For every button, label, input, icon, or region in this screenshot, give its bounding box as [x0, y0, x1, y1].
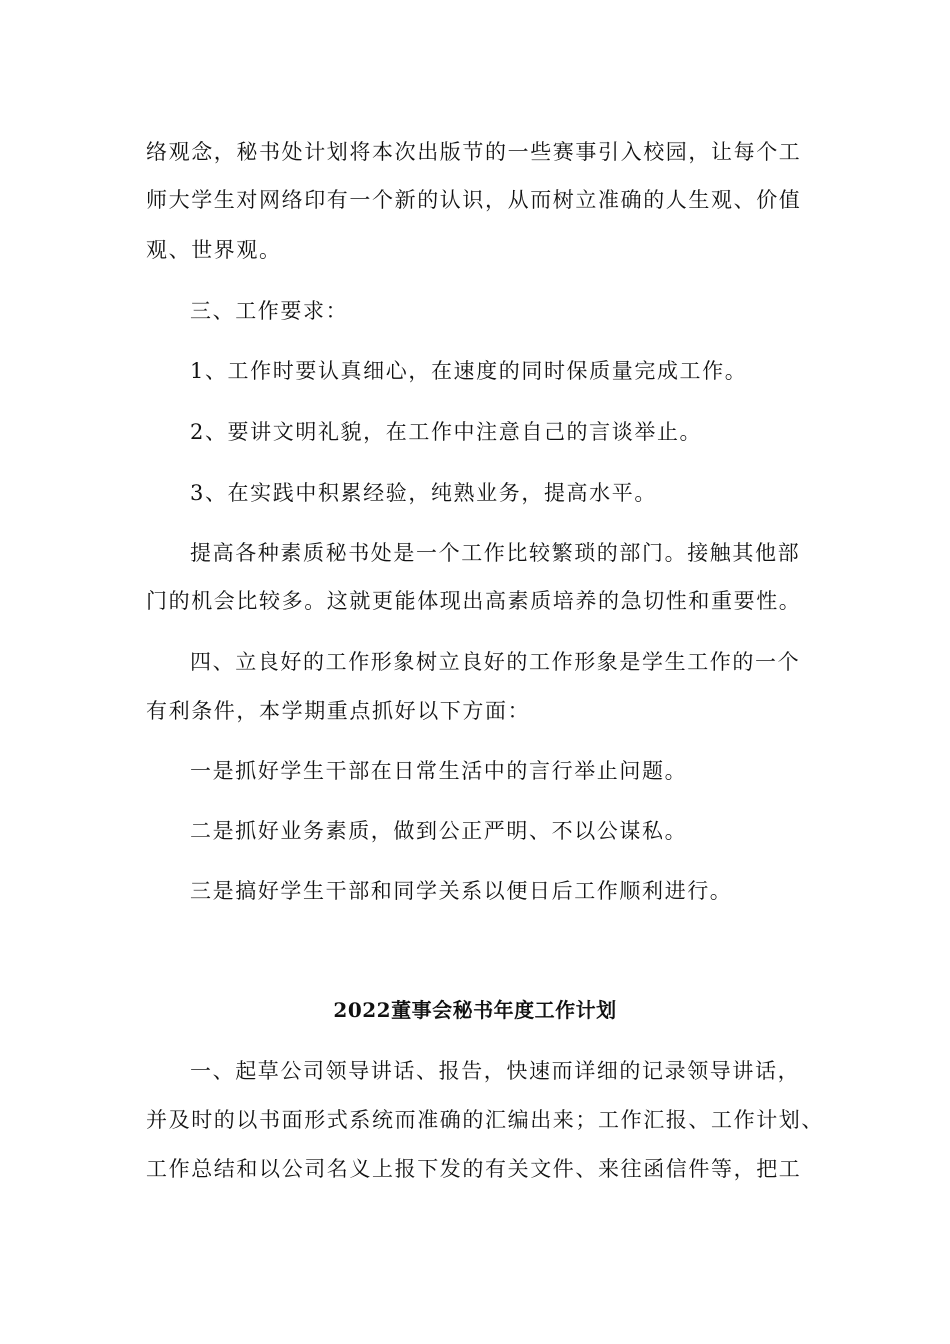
paragraph-line: 观、世界观。: [146, 238, 282, 262]
list-item: 一是抓好学生干部在日常生活中的言行举止问题。: [190, 759, 688, 783]
paragraph-line: 四、立良好的工作形象树立良好的工作形象是学生工作的一个: [190, 650, 801, 674]
paragraph-line: 一、起草公司领导讲话、报告，快速而详细的记录领导讲话，: [190, 1059, 801, 1083]
paragraph-line: 有利条件，本学期重点抓好以下方面：: [146, 699, 531, 723]
list-item: 1、工作时要认真细心，在速度的同时保质量完成工作。: [190, 359, 748, 383]
list-item: 三是搞好学生干部和同学关系以便日后工作顺利进行。: [190, 879, 733, 903]
paragraph-line: 工作总结和以公司名义上报下发的有关文件、来往函信件等，把工: [146, 1157, 802, 1181]
paragraph-line: 络观念，秘书处计划将本次出版节的一些赛事引入校园，让每个工: [146, 140, 802, 164]
paragraph-line: 师大学生对网络印有一个新的认识，从而树立准确的人生观、价值: [146, 188, 802, 212]
list-item: 2、要讲文明礼貌，在工作中注意自己的言谈举止。: [190, 420, 703, 444]
paragraph-line: 并及时的以书面形式系统而准确的汇编出来；工作汇报、工作计划、: [146, 1108, 824, 1132]
paragraph-line: 门的机会比较多。这就更能体现出高素质培养的急切性和重要性。: [146, 589, 802, 613]
section-title: 2022董事会秘书年度工作计划: [333, 998, 617, 1022]
paragraph-line: 提高各种素质秘书处是一个工作比较繁琐的部门。接触其他部: [190, 541, 801, 565]
section-heading-requirements: 三、工作要求：: [190, 299, 349, 323]
list-item: 二是抓好业务素质，做到公正严明、不以公谋私。: [190, 819, 688, 843]
list-item: 3、在实践中积累经验，纯熟业务，提高水平。: [190, 481, 657, 505]
